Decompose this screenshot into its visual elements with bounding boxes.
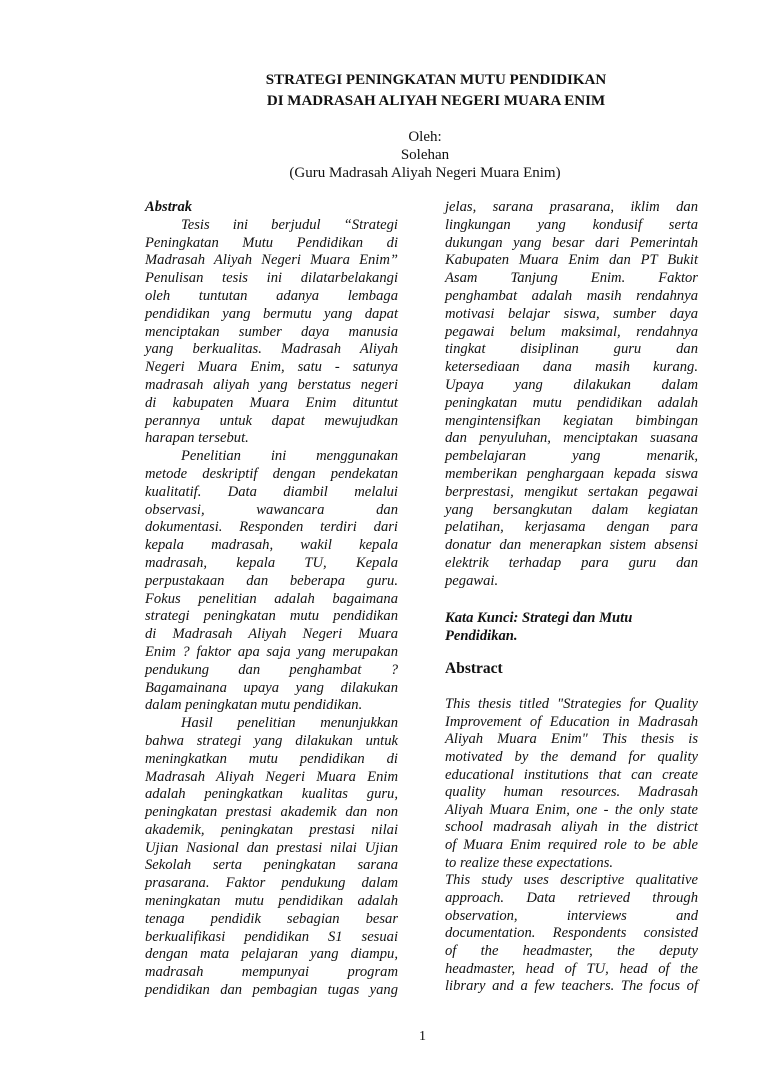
text-line: pelatihan, kerjasama dengan para [445, 519, 698, 536]
author-affiliation: (Guru Madrasah Aliyah Negeri Muara Enim) [289, 165, 561, 181]
text-line: madrasah, kepala TU, Kepala [145, 554, 398, 571]
text-line: dalam peningkatan mutu pendidikan. [145, 697, 363, 714]
text-line: Tesis ini berjudul “Strategi [181, 216, 398, 233]
title-line-1: STRATEGI PENINGKATAN MUTU PENDIDIKAN [265, 72, 607, 88]
text-line: Peningkatan Mutu Pendidikan di [145, 234, 398, 251]
text-line: harapan tersebut. [145, 430, 249, 447]
text-line: pendukung dan penghambat ? [145, 661, 398, 678]
text-line: jelas, sarana prasarana, iklim dan [445, 199, 698, 215]
keywords-line: Pendidikan. [445, 628, 518, 644]
text-line: yang berkualitas. Madrasah Aliyah [145, 341, 398, 358]
text-line: kualitatif. Data diambil melalui [145, 483, 398, 500]
text-line: library and a few teachers. The focus of [445, 978, 698, 995]
text-line: pembelajaran yang menarik, [445, 448, 698, 465]
text-line: adalah peningkatkan kualitas guru, [145, 786, 398, 803]
text-line: Upaya yang dilakukan dalam [445, 376, 698, 393]
text-line: Ujian Nasional dan prestasi nilai Ujian [145, 839, 398, 856]
text-line: perpustakaan dan beberapa guru. [145, 572, 398, 589]
text-line: observasi, wawancara dan [145, 501, 398, 518]
text-line: lingkungan yang kondusif serta [445, 216, 698, 233]
text-line: berkualifikasi pendidikan S1 sesuai [145, 928, 398, 945]
text-line: Improvement of Education in Madrasah [445, 713, 698, 730]
text-line: strategi peningkatan mutu pendidikan [145, 608, 398, 625]
text-line: Fokus penelitian adalah bagaimana [145, 590, 398, 607]
text-line: to realize these expectations. [445, 854, 614, 871]
text-line: Negeri Muara Enim, satu - satunya [145, 359, 398, 376]
text-line: mengintensifkan kegiatan bimbingan [445, 412, 698, 429]
text-line: memberikan penghargaan kepada siswa [445, 465, 698, 482]
text-line: berprestasi, mengikut sertakan pegawai [445, 483, 698, 500]
text-line: pegawai belum maksimal, rendahnya [445, 323, 698, 340]
text-line: bahwa strategi yang dilakukan untuk [145, 732, 398, 749]
text-line: Madrasah Aliyah Negeri Muara Enim” [145, 252, 398, 269]
text-line: Aliyah Muara Enim" This thesis is [445, 731, 698, 748]
text-line: di Madrasah Aliyah Negeri Muara [145, 626, 398, 643]
text-line: This study uses descriptive qualitative [445, 872, 698, 889]
text-line: dengan mata pelajaran yang diampu, [145, 946, 398, 963]
text-line: oleh tuntutan adanya lembaga [145, 287, 398, 304]
text-line: Asam Tanjung Enim. Faktor [445, 270, 698, 287]
text-line: tingkat disiplinan guru dan [445, 341, 698, 358]
english-abstract [445, 696, 698, 996]
text-line: Penulisan tesis ini dilatarbelakangi [145, 270, 398, 287]
text-line: madrasah aliyah yang berstatus negeri [145, 376, 398, 393]
text-line: yang bersangkutan dalam kegiatan [445, 501, 698, 518]
text-line: educational institutions that can create [445, 766, 698, 783]
by-label: Oleh: [408, 129, 442, 145]
text-line: meningkatkan mutu pendidikan di [145, 750, 398, 767]
keywords-line: Kata Kunci: Strategi dan Mutu [445, 610, 633, 626]
text-line: approach. Data retrieved through [445, 890, 698, 907]
text-line: This thesis titled "Strategies for Quality [445, 696, 698, 712]
text-line: donatur dan menerapkan sistem absensi [445, 537, 698, 554]
text-line: Kabupaten Muara Enim dan PT Bukit [445, 252, 698, 269]
keywords [445, 609, 698, 645]
right-column [445, 199, 698, 591]
text-line: Bagamainana upaya yang dilakukan [145, 679, 398, 696]
text-line: peningkatan mutu pendidikan adalah [445, 394, 698, 411]
text-line: dukungan yang besar dari Pemerintah [445, 234, 698, 251]
text-line: akademik, peningkatan prestasi nilai [145, 821, 398, 838]
text-line: headmaster, head of TU, head of the [445, 960, 698, 977]
text-line: ketersediaan dana masih kurang. [445, 359, 698, 376]
text-line: penghambat adalah masih rendahnya [445, 287, 698, 304]
author-name: Solehan [400, 147, 450, 163]
title-line-2: DI MADRASAH ALIYAH NEGERI MUARA ENIM [266, 93, 606, 109]
text-line: metode deskriptif dengan pendekatan [145, 465, 398, 482]
text-line: Hasil penelitian menunjukkan [181, 715, 398, 732]
text-line: pendidikan dan pembagian tugas yang [145, 982, 398, 999]
text-line: of the headmaster, the deputy [445, 942, 698, 959]
text-line: tenaga pendidik sebagian besar [145, 910, 398, 927]
text-line: Madrasah Aliyah Negeri Muara Enim [145, 768, 398, 785]
text-line: perannya untuk dapat mewujudkan [145, 412, 398, 429]
text-line: kepala madrasah, wakil kepala [145, 537, 398, 554]
text-line: pegawai. [445, 572, 499, 589]
text-line: school madrasah aliyah in the district [445, 819, 698, 836]
abstract-heading: Abstract [445, 660, 503, 677]
text-line: pendidikan yang bermutu yang dapat [145, 305, 398, 322]
text-line: observation, interviews and [445, 907, 698, 924]
text-line: prasarana. Faktor pendukung dalam [145, 875, 398, 892]
text-line: documentation. Respondents consisted [445, 925, 698, 942]
text-line: Aliyah Muara Enim, one - the only state [445, 801, 698, 818]
text-line: dokumentasi. Responden terdiri dari [145, 519, 398, 536]
text-line: quality human resources. Madrasah [445, 784, 698, 801]
left-column [145, 199, 398, 1000]
text-line: madrasah mempunyai program [145, 964, 398, 981]
text-line: dan penyuluhan, menciptakan suasana [445, 430, 698, 447]
text-line: peningkatan prestasi akademik dan non [145, 804, 398, 821]
text-line: Enim ? faktor apa saja yang merupakan [145, 643, 398, 660]
text-line: motivasi belajar siswa, sumber daya [445, 305, 698, 322]
text-line: meningkatan mutu pendidikan adalah [145, 893, 398, 910]
text-line: Penelitian ini menggunakan [181, 448, 398, 465]
text-line: elektrik terhadap para guru dan [445, 554, 698, 571]
text-line: di kabupaten Muara Enim dituntut [145, 394, 398, 411]
text-line: motivated by the demand for quality [445, 748, 698, 765]
text-line: Sekolah serta peningkatan sarana [145, 857, 398, 874]
text-line: menciptakan sumber daya manusia [145, 323, 398, 340]
text-line: of Muara Enim required role to be able [445, 837, 698, 854]
abstrak-heading: Abstrak [145, 199, 193, 215]
page-number: 1 [419, 1029, 426, 1044]
